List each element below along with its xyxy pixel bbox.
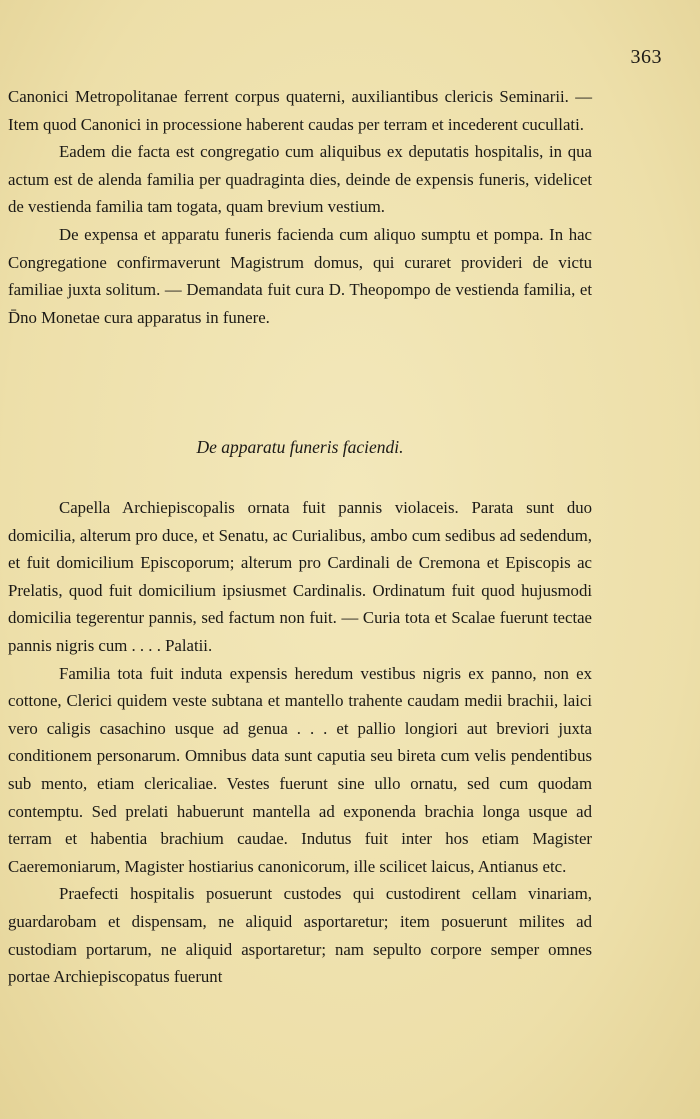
paragraph: Canonici Metropolitanae ferrent corpus quaterni, auxiliantibus clericis Seminarii. — Item quod Canonici in processione haberent caudas per terram et incederent cucullati. — [8, 87, 592, 134]
text-block-before-heading — [8, 83, 592, 331]
text-block-after-heading — [8, 494, 592, 991]
section-heading: De apparatu funeris faciendi. — [196, 437, 404, 457]
paragraph: De expensa et apparatu funeris facienda cum aliquo sumptu et pompa. In hac Congregatione confirmaverunt Magistrum domus, qui curaret provideri de victu familiae juxta solitum. — Demandata fuit cura D. Theopompo de vestienda familia, et D̄no Monetae cura apparatus in funere. — [8, 224, 592, 327]
paragraph: Familia tota fuit induta expensis heredum vestibus nigris ex panno, non ex cottone, Clerici quidem veste subtana et mantello trahente caudam medii brachii, laici vero caligis casachino usque ad genua . . . et pallio longiori aut breviori juxta conditionem personarum. Omnibus data sunt caputia seu bireta cum velis pendentibus sub mento, etiam clericaliae. Vestes fuerunt sine ullo ornatu, sed cum quodam contemptu. Sed prelati habuerunt mantella ad exponenda brachia longa usque ad terram et habentia brachium caudae. Indutus fuit inter hos etiam Magister Caeremoniarum, Magister hostiarius canonicorum, ille scilicet laicus, Antianus etc. — [8, 663, 592, 876]
paragraph: Capella Archiepiscopalis ornata fuit pannis violaceis. Parata sunt duo domicilia, alterum pro duce, et Senatu, ac Curialibus, ambo cum sedibus ad sedendum, et fuit domicilium Episcoporum; alterum pro Cardinali de Cremona et Episcopis ac Prelatis, quod fuit domicilium ipsiusmet Cardinalis. Ordinatum fuit quod hujusmodi domicilia tegerentur pannis, sed factum non fuit. — Curia tota et Scalae fuerunt tectae pannis nigris cum . . . . Palatii. — [8, 498, 592, 655]
paragraph: Eadem die facta est congregatio cum aliquibus ex deputatis hospitalis, in qua actum est de alenda familia per quadraginta dies, deinde de expensis funeris, videlicet de vestienda familia tam togata, quam brevium vestium. — [8, 142, 592, 217]
paragraph: Praefecti hospitalis posuerunt custodes qui custodirent cellam vinariam, guardarobam et dispensam, ne aliquid asportaretur; item posuerunt milites ad custodiam portarum, ne aliquid asportaretur; nam sepulto corpore semper omnes portae Archiepiscopatus fuerunt — [8, 884, 592, 987]
page-number: 363 — [630, 46, 662, 68]
